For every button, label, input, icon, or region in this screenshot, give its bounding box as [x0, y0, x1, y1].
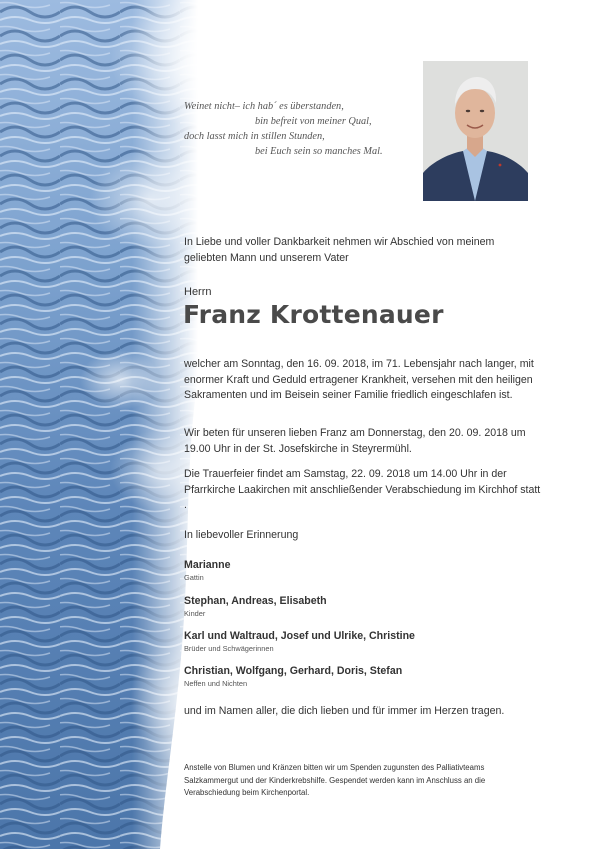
family-relation: Gattin — [184, 573, 204, 582]
family-relation: Brüder und Schwägerinnen — [184, 644, 274, 653]
prayer-paragraph: Wir beten für unseren lieben Franz am Donnerstag, den 20. 09. 2018 um 19.00 Uhr in der St. Josefskirche in Steyrermühl. — [184, 427, 526, 455]
funeral-paragraph: Die Trauerfeier findet am Samstag, 22. 09. 2018 um 14.00 Uhr in der Pfarrkirche Laakirchen mit anschließender Verabschiedung im Kirchhof statt . — [184, 468, 541, 511]
family-relation: Kinder — [184, 609, 206, 618]
death-notice-paragraph: welcher am Sonntag, den 16. 09. 2018, im 71. Lebensjahr nach langer, mit enormer Kraft und Geduld ertragener Krankheit, versehen mit den heiligen Sakramenten und im Beisein seiner Familie friedlich eingeschlafen ist. — [184, 358, 534, 401]
closing-line: und im Namen aller, die dich lieben und für immer im Herzen tragen. — [184, 705, 505, 717]
poem-line: Weinet nicht– ich hab´ es überstanden, — [184, 101, 344, 112]
family-entry — [184, 594, 327, 619]
poem-line: doch lasst mich in stillen Stunden, — [184, 131, 325, 142]
family-names: Stephan, Andreas, Elisabeth — [184, 595, 327, 607]
memory-line: In liebevoller Erinnerung — [184, 529, 299, 541]
poem — [184, 99, 404, 159]
family-entry — [184, 558, 231, 583]
portrait-photo — [423, 61, 528, 201]
salutation: Herrn — [184, 286, 212, 298]
family-names: Christian, Wolfgang, Gerhard, Doris, Stefan — [184, 665, 403, 677]
family-names: Karl und Waltraud, Josef und Ulrike, Christine — [184, 630, 415, 642]
deceased-name: Franz Krottenauer — [183, 300, 444, 329]
poem-line: bei Euch sein so manches Mal. — [255, 146, 383, 157]
family-relation: Neffen und Nichten — [184, 679, 248, 688]
poem-line: bin befreit von meiner Qual, — [255, 116, 372, 127]
donation-note: Anstelle von Blumen und Kränzen bitten wir um Spenden zugunsten des Palliativteams Salzkammergut und der Kinderkrebshilfe. Gespendet werden kann im Anschluss an die Verabschiedung beim Kirchenportal. — [184, 763, 486, 797]
intro-text: In Liebe und voller Dankbarkeit nehmen wir Abschied von meinem geliebten Mann und unserem Vater — [184, 236, 495, 264]
family-names: Marianne — [184, 559, 231, 571]
family-entry — [184, 664, 402, 689]
family-entry — [184, 629, 415, 654]
